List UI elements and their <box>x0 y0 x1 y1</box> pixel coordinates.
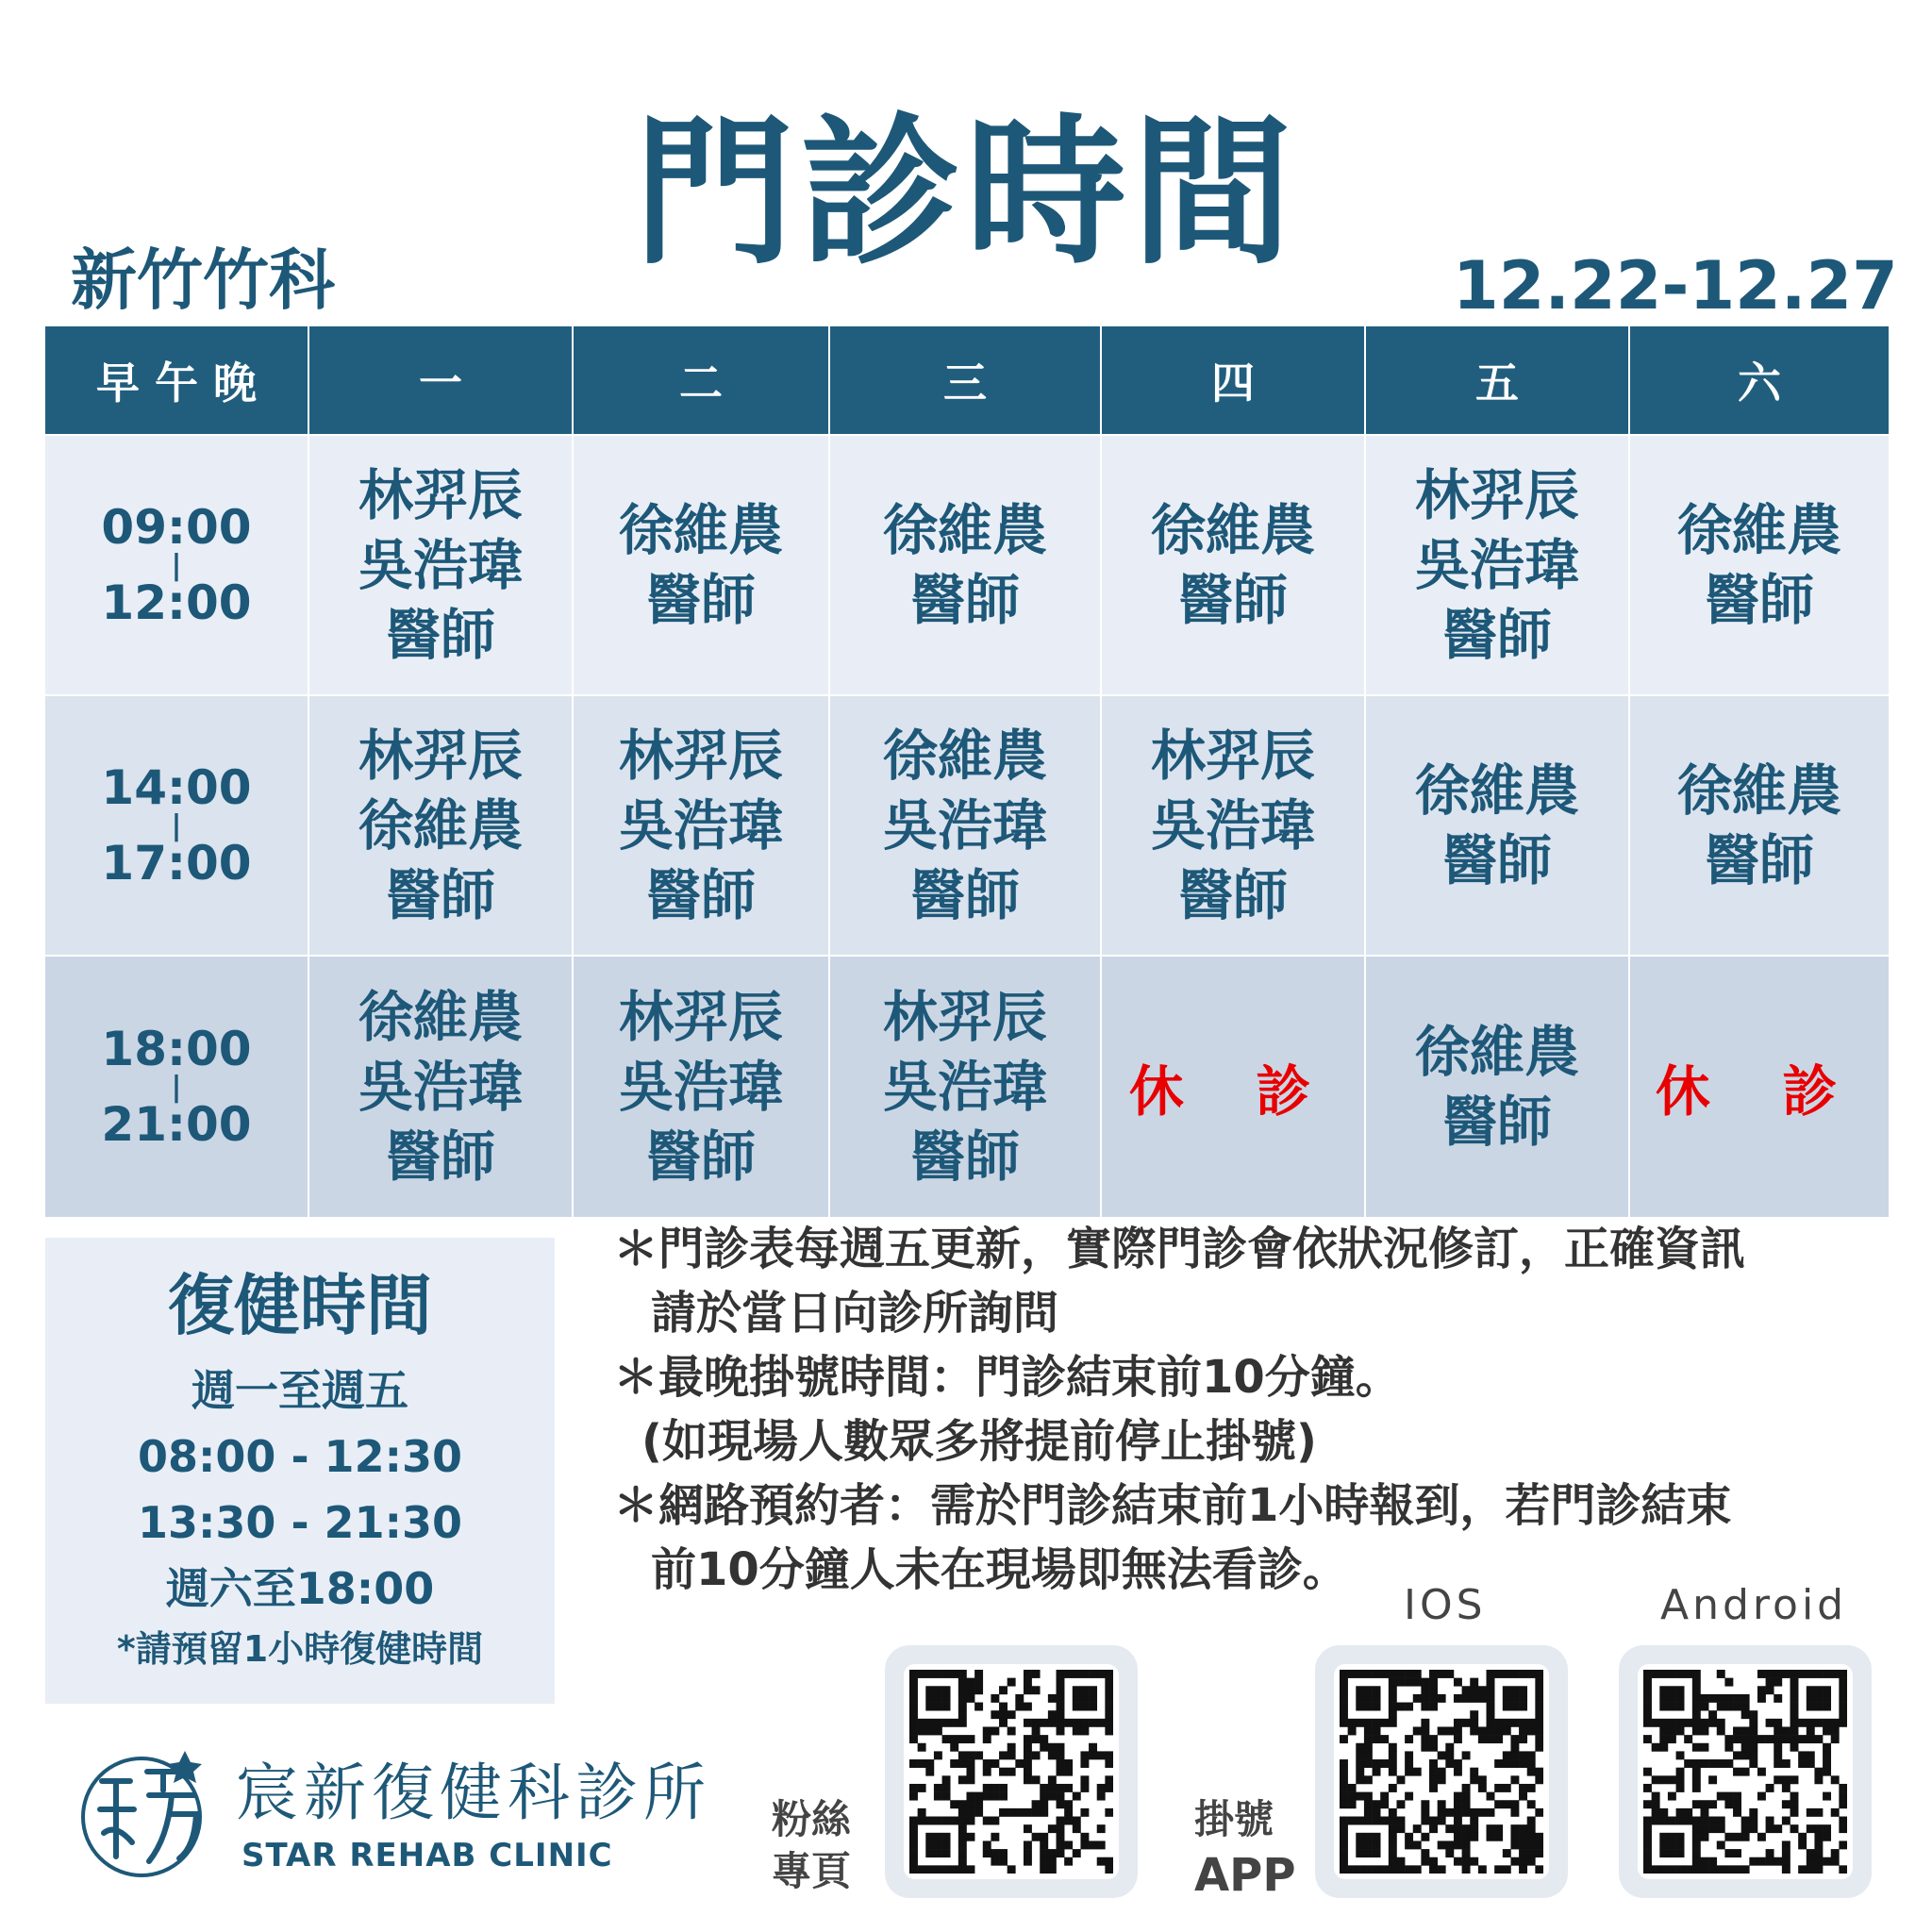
doctor-title: 醫師 <box>1704 828 1814 892</box>
doctor-name: 吳浩瑋 <box>358 1054 523 1119</box>
time-value: 18:00 <box>101 1022 252 1076</box>
rehab-hours-box <box>45 1238 555 1704</box>
doctor-title: 醫師 <box>1441 1090 1552 1154</box>
header-day: 五 <box>1366 326 1630 434</box>
android-qr-icon <box>1643 1670 1847 1874</box>
doctor-name: 林羿辰 <box>358 462 523 527</box>
doctor-name: 吳浩瑋 <box>1150 792 1315 858</box>
ios-label: IOS <box>1404 1581 1487 1629</box>
time-value: 21:00 <box>101 1096 252 1152</box>
doctor-title: 醫師 <box>385 1124 495 1190</box>
time-separator: | <box>171 1070 182 1104</box>
time-value: 17:00 <box>101 835 252 891</box>
doctor-name: 吳浩瑋 <box>358 532 523 597</box>
time-slot <box>45 434 309 694</box>
schedule-cell <box>574 434 830 694</box>
android-label: Android <box>1660 1581 1848 1629</box>
fanpage-label <box>772 1794 851 1897</box>
note-text: ＊最晚掛號時間：門診結束前10分鐘。 <box>613 1351 1401 1404</box>
schedule-cell <box>1102 694 1366 955</box>
schedule-cell <box>574 694 830 955</box>
schedule-cell <box>1102 955 1366 1217</box>
date-range: 12.22-12.27 <box>1453 247 1898 325</box>
note-text: ＊網路預約者：需於門診結束前1小時報到，若門診結束 <box>613 1479 1732 1532</box>
android-qr-frame[interactable] <box>1619 1645 1872 1898</box>
fanpage-qr-icon <box>909 1670 1113 1874</box>
ios-qr-frame[interactable] <box>1315 1645 1568 1898</box>
doctor-title: 醫師 <box>1177 568 1288 632</box>
fanpage-label-line: 粉絲 <box>772 1796 852 1842</box>
schedule-cell <box>1366 955 1630 1217</box>
page-title: 門診時間 <box>633 100 1298 287</box>
header-period: 早 午 晚 <box>45 326 309 434</box>
doctor-title: 醫師 <box>1441 603 1552 668</box>
schedule-cell <box>309 434 574 694</box>
doctor-name: 吳浩瑋 <box>882 792 1047 858</box>
doctor-name: 林羿辰 <box>1150 723 1315 788</box>
doctor-name: 吳浩瑋 <box>618 1054 783 1119</box>
time-value: 14:00 <box>101 760 252 815</box>
schedule-cell <box>830 694 1102 955</box>
doctor-name: 徐維農 <box>882 497 1047 562</box>
doctor-title: 醫師 <box>1704 568 1814 632</box>
schedule-cell <box>1366 694 1630 955</box>
doctor-name: 徐維農 <box>882 723 1047 788</box>
header-day: 四 <box>1102 326 1366 434</box>
schedule-cell <box>1102 434 1366 694</box>
doctor-name: 徐維農 <box>1414 758 1579 823</box>
clinic-name-en: STAR REHAB CLINIC <box>242 1837 613 1874</box>
clinic-logo-icon <box>74 1743 215 1885</box>
doctor-title: 醫師 <box>645 863 756 928</box>
schedule-cell <box>1366 434 1630 694</box>
rehab-note: *請預留1小時復健時間 <box>116 1627 484 1670</box>
closed-label: 休 診 <box>1128 1059 1338 1124</box>
doctor-name: 林羿辰 <box>618 723 783 788</box>
schedule-cell <box>309 694 574 955</box>
doctor-name: 徐維農 <box>358 984 523 1049</box>
doctor-title: 醫師 <box>385 603 495 668</box>
doctor-name: 徐維農 <box>618 497 783 562</box>
doctor-name: 吳浩瑋 <box>882 1054 1047 1119</box>
rehab-line: 13:30 - 21:30 <box>138 1496 462 1548</box>
schedule-cell <box>1630 694 1890 955</box>
schedule-cell <box>1630 434 1890 694</box>
location-label: 新竹竹科 <box>71 242 335 319</box>
schedule-cell <box>830 955 1102 1217</box>
note-text: (如現場人數眾多將提前停止掛號) <box>641 1415 1317 1468</box>
note-text: ＊門診表每週五更新，實際門診會依狀況修訂，正確資訊 <box>613 1223 1746 1275</box>
schedule-table <box>45 326 1890 1217</box>
doctor-name: 林羿辰 <box>882 984 1047 1049</box>
rehab-line: 週六至18:00 <box>165 1562 435 1614</box>
time-slot <box>45 694 309 955</box>
doctor-name: 林羿辰 <box>618 984 783 1049</box>
time-separator: | <box>171 548 182 582</box>
note-text: 請於當日向診所詢問 <box>651 1287 1059 1340</box>
doctor-title: 醫師 <box>909 568 1020 632</box>
app-label-line: 掛號 <box>1194 1796 1274 1842</box>
doctor-name: 林羿辰 <box>1414 462 1579 527</box>
rehab-line: 週一至週五 <box>192 1365 408 1416</box>
time-slot <box>45 955 309 1217</box>
app-label-line: APP <box>1194 1848 1296 1902</box>
schedule-cell <box>1630 955 1890 1217</box>
schedule-cell <box>309 955 574 1217</box>
rehab-line: 08:00 - 12:30 <box>138 1430 462 1482</box>
doctor-title: 醫師 <box>645 1124 756 1190</box>
doctor-title: 醫師 <box>1441 828 1552 892</box>
note-text: 前10分鐘人未在現場即無法看診。 <box>651 1543 1348 1596</box>
schedule-cell <box>574 955 830 1217</box>
doctor-title: 醫師 <box>909 863 1020 928</box>
doctor-title: 醫師 <box>1177 863 1288 928</box>
schedule-cell <box>830 434 1102 694</box>
fanpage-qr-frame[interactable] <box>885 1645 1138 1898</box>
time-separator: | <box>171 808 182 842</box>
doctor-title: 醫師 <box>385 863 495 928</box>
note-item <box>613 1217 1896 1345</box>
doctor-name: 徐維農 <box>1676 758 1841 823</box>
doctor-title: 醫師 <box>909 1124 1020 1190</box>
rehab-title: 復健時間 <box>168 1267 432 1344</box>
app-label <box>1194 1794 1296 1905</box>
doctor-name: 林羿辰 <box>358 723 523 788</box>
ios-qr-icon <box>1340 1670 1543 1874</box>
header-day: 二 <box>574 326 830 434</box>
doctor-name: 徐維農 <box>1414 1019 1579 1084</box>
closed-label: 休 診 <box>1655 1059 1864 1124</box>
doctor-name: 徐維農 <box>358 792 523 858</box>
header-day: 六 <box>1630 326 1890 434</box>
doctor-name: 吳浩瑋 <box>618 792 783 858</box>
fanpage-label-line: 專頁 <box>772 1847 852 1894</box>
doctor-name: 徐維農 <box>1676 497 1841 562</box>
notes-list <box>613 1217 1896 1602</box>
doctor-name: 徐維農 <box>1150 497 1315 562</box>
time-value: 12:00 <box>101 575 252 630</box>
doctor-title: 醫師 <box>645 568 756 632</box>
note-item <box>613 1345 1896 1409</box>
doctor-name: 吳浩瑋 <box>1414 532 1579 597</box>
time-value: 09:00 <box>101 500 252 555</box>
header-day: 三 <box>830 326 1102 434</box>
clinic-name-cn: 宸新復健科診所 <box>236 1757 711 1829</box>
header-day: 一 <box>309 326 574 434</box>
